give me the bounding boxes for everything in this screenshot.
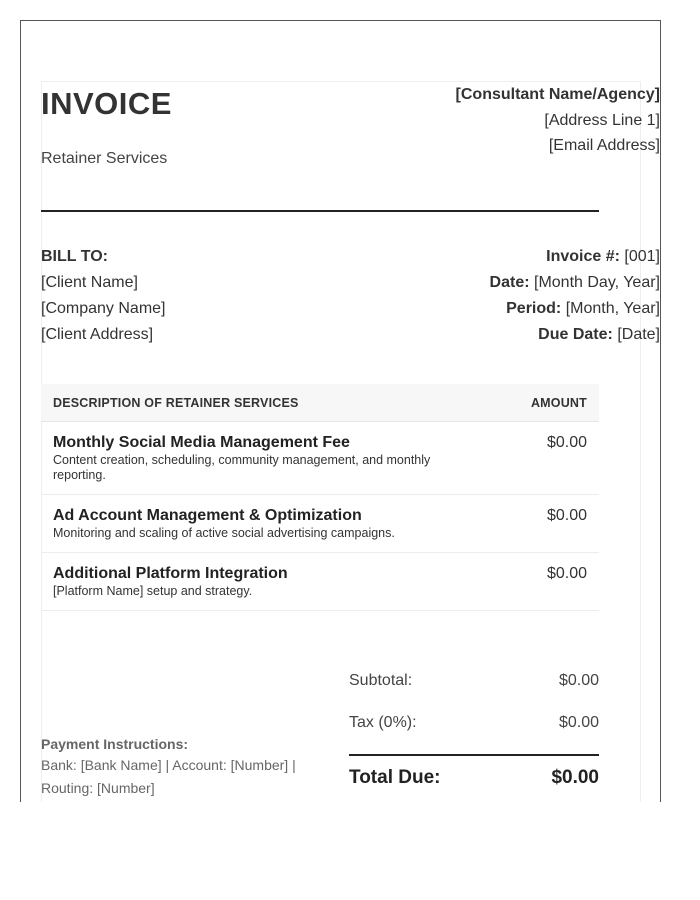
- bill-to-label: BILL TO:: [41, 248, 108, 265]
- invoice-number-label: Invoice #:: [546, 248, 620, 265]
- payment-label: Payment Instructions:: [41, 736, 189, 752]
- table-row: [41, 553, 599, 611]
- totals-block: [349, 672, 599, 789]
- service-description: [Platform Name] setup and strategy.: [53, 584, 253, 598]
- service-title: Monthly Social Media Management Fee: [53, 434, 350, 451]
- page-cutoff: [0, 802, 700, 900]
- invoice-due-label: Due Date:: [538, 326, 613, 343]
- service-amount: $0.00: [546, 565, 587, 582]
- subtotal-row: [349, 672, 599, 714]
- services-table: [41, 384, 599, 611]
- consultant-address: [Address Line 1]: [544, 111, 660, 129]
- invoice-title: INVOICE: [41, 86, 172, 121]
- consultant-email: [Email Address]: [548, 137, 660, 154]
- subtotal-value: $0.00: [558, 672, 599, 689]
- tax-value: $0.00: [558, 714, 599, 731]
- table-header: [41, 384, 599, 422]
- invoice-meta: [490, 244, 660, 348]
- description-column-header: DESCRIPTION OF RETAINER SERVICES: [53, 395, 299, 410]
- invoice-due-value: [Date]: [617, 326, 660, 343]
- client-name: [Client Name]: [41, 274, 138, 291]
- company-name: [Company Name]: [41, 300, 166, 317]
- invoice-date-label: Date:: [489, 274, 530, 291]
- service-description: Content creation, scheduling, community management, and monthly reporting.: [53, 453, 431, 482]
- service-title: Ad Account Management & Optimization: [53, 507, 362, 524]
- invoice-period-line: [490, 296, 660, 322]
- subtotal-label: Subtotal:: [349, 672, 413, 689]
- consultant-block: [456, 82, 660, 159]
- invoice-period-label: Period:: [506, 300, 562, 317]
- invoice-due-line: [490, 322, 660, 348]
- invoice-date-value: [Month Day, Year]: [534, 274, 660, 291]
- service-amount: $0.00: [546, 507, 587, 524]
- invoice-date-line: [490, 270, 660, 296]
- consultant-name: [Consultant Name/Agency]: [455, 86, 660, 103]
- client-address: [Client Address]: [41, 326, 154, 343]
- service-description: Monitoring and scaling of active social advertising campaigns.: [53, 526, 395, 540]
- payment-instructions: [41, 734, 331, 800]
- header-divider: [41, 210, 599, 212]
- table-row: [41, 495, 599, 553]
- payment-details: Bank: [Bank Name] | Account: [Number] | Routing: [Number]: [41, 757, 296, 796]
- invoice-subtitle: Retainer Services: [41, 150, 168, 167]
- invoice-period-value: [Month, Year]: [565, 300, 660, 317]
- service-title: Additional Platform Integration: [53, 565, 288, 582]
- total-due-row: [349, 754, 599, 789]
- invoice-number-value: [001]: [624, 248, 660, 265]
- bill-to-block: [41, 244, 166, 348]
- tax-row: [349, 714, 599, 756]
- invoice-number-line: [490, 244, 660, 270]
- service-amount: $0.00: [546, 434, 587, 451]
- total-due-label: Total Due:: [349, 767, 441, 788]
- amount-column-header: AMOUNT: [530, 395, 587, 410]
- table-row: [41, 422, 599, 495]
- total-due-value: $0.00: [551, 767, 599, 788]
- tax-label: Tax (0%):: [349, 714, 417, 731]
